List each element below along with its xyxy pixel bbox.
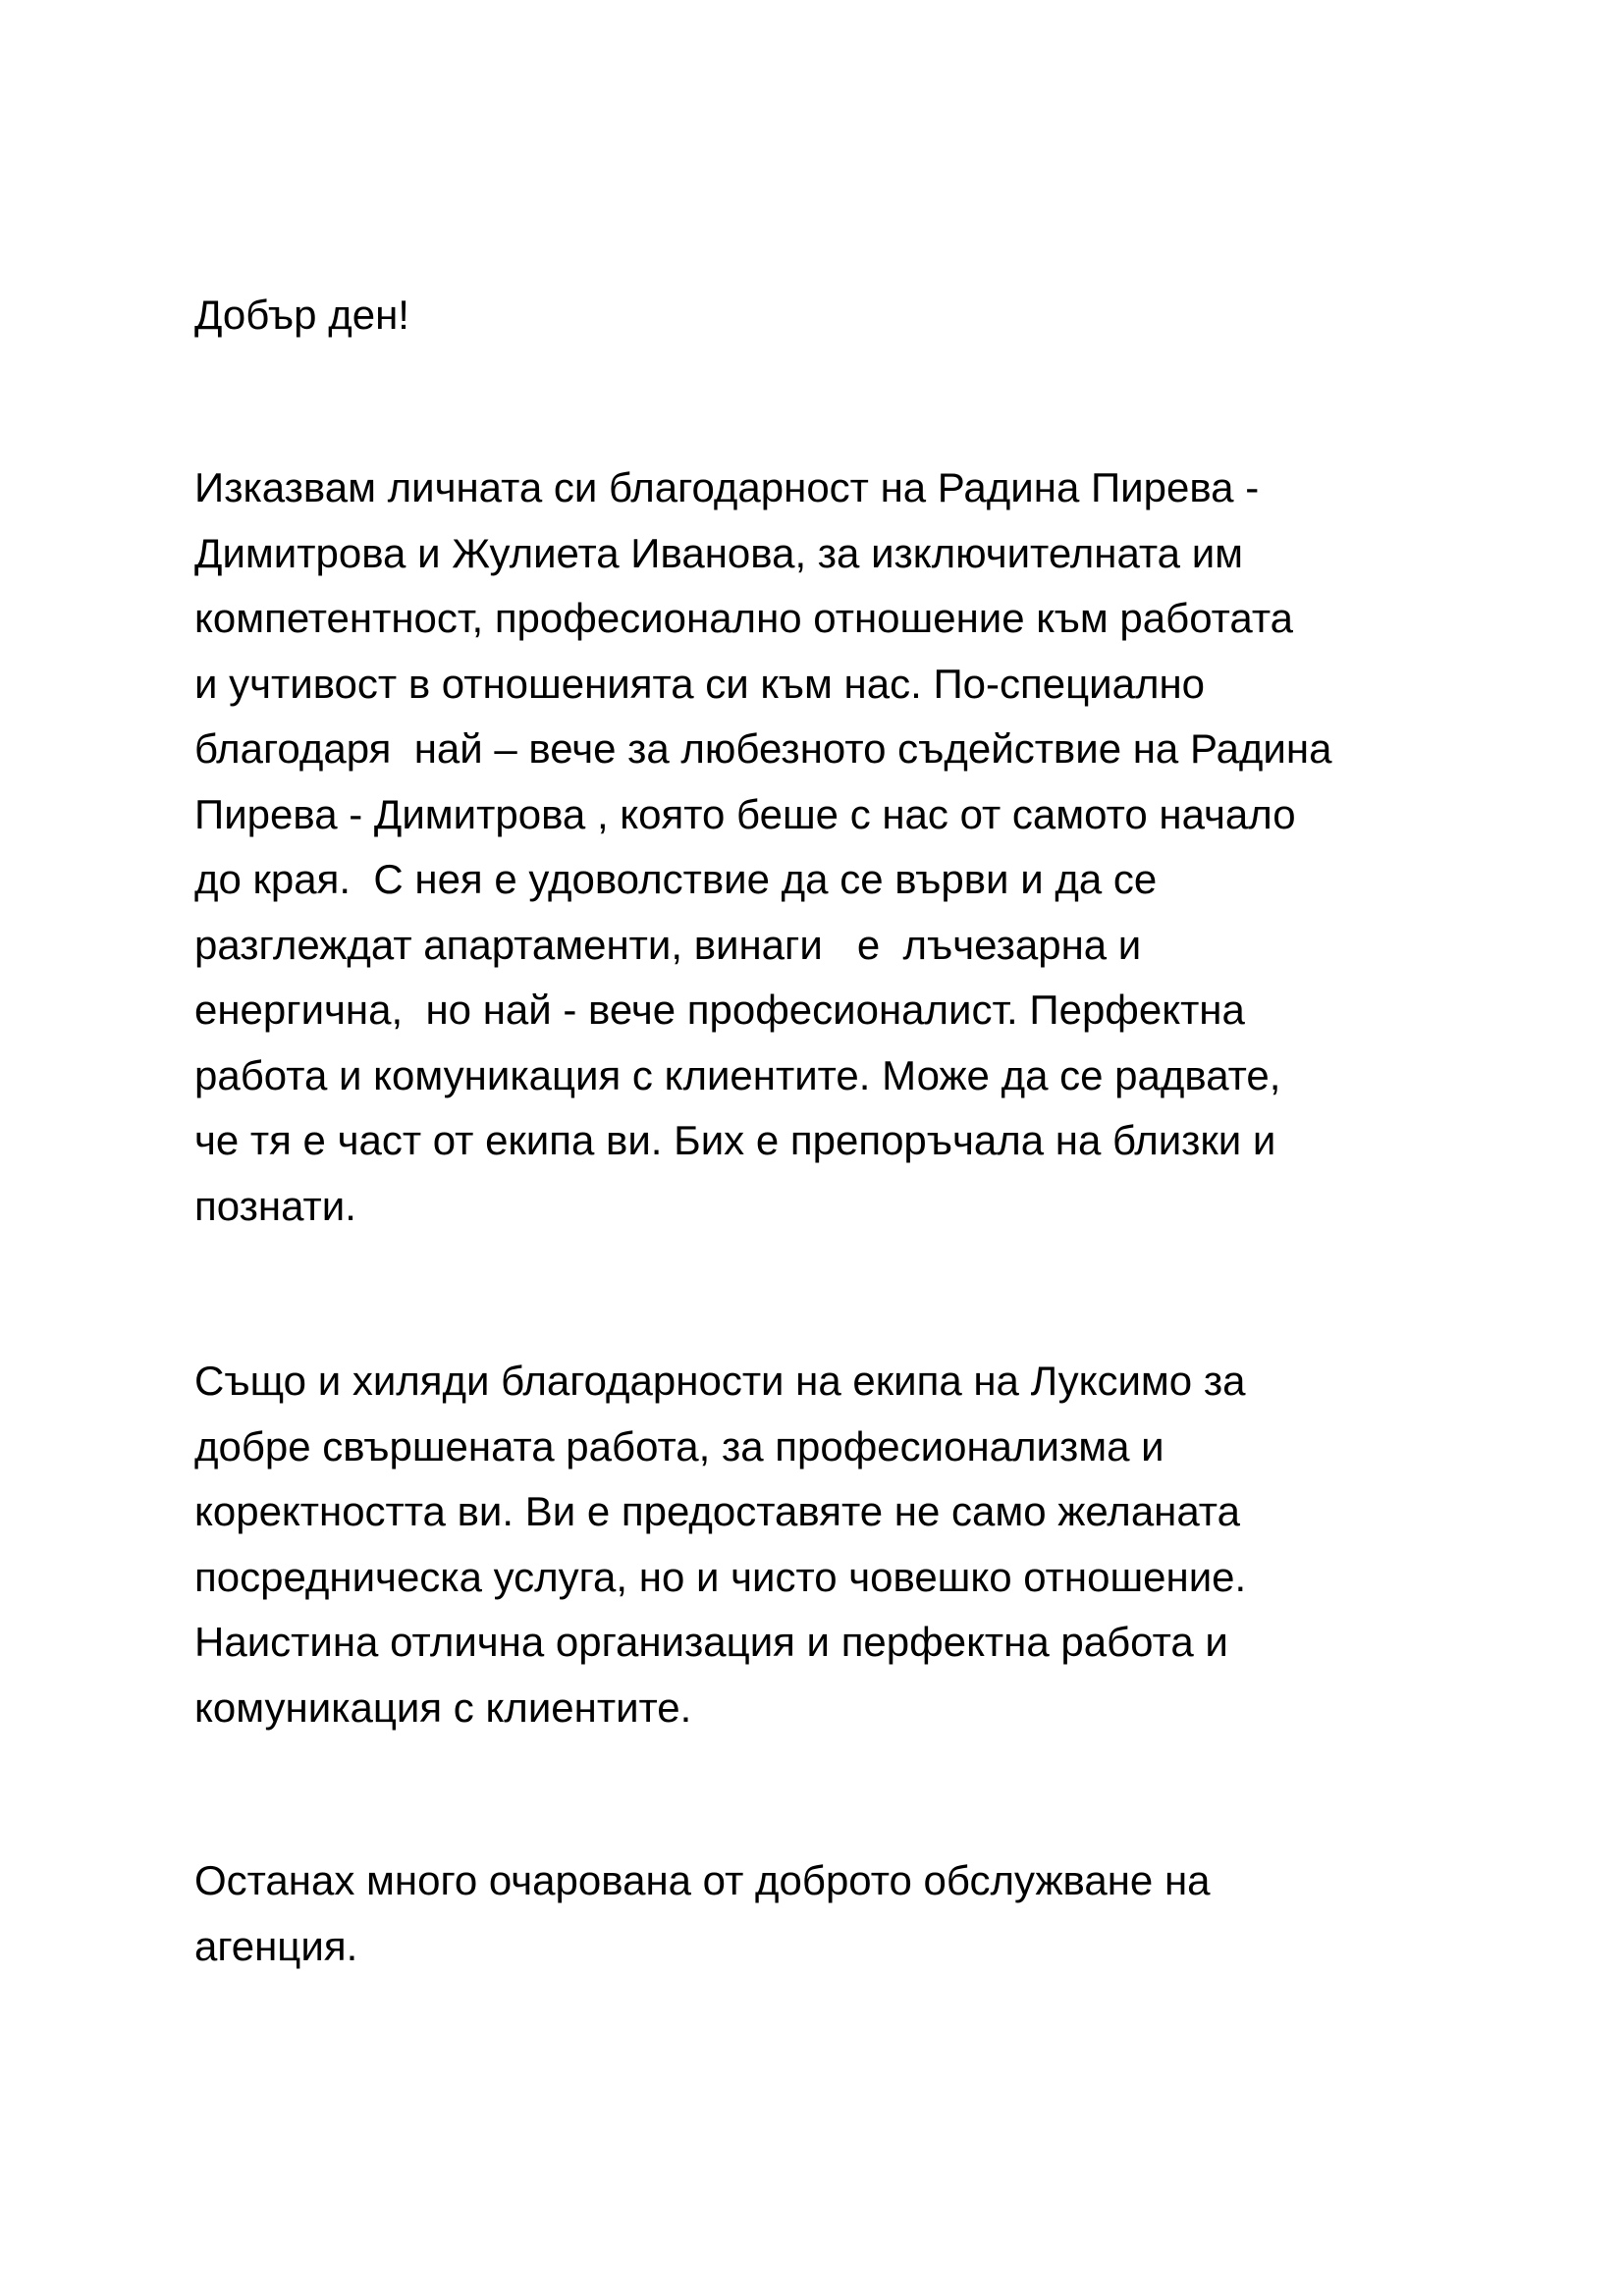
paragraph-closing: Останах много очарована от доброто обслужване на агенция.	[194, 1857, 1211, 1969]
paragraph-gratitude-staff: Изказвам личната си благодарност на Радина Пирева - Димитрова и Жулиета Иванова, за изключителната им компетентност, професионално отношение към работата и учтивост в отношенията си към нас. По-специално благодаря най – вече за любезното съдействие на Радина Пирева - Димитрова , която беше с нас от самото начало до края. С нея е удоволствие да се върви и да се разглеждат апартаменти, винаги е лъчезарна и енергична, но най - вече професионалист. Перфектна работа и комуникация с клиентите. Може да се радвате, че тя е част от екипа ви. Бих е препоръчала на близки и познати.	[194, 464, 1332, 1229]
paragraph-gratitude-team: Също и хиляди благодарности на екипа на Луксимо за добре свършената работа, за професионализма и коректността ви. Ви е предоставяте не само желаната посредническа услуга, но и чисто човешко отношение. Наистина отлична организация и перфектна работа и комуникация с клиентите.	[194, 1358, 1247, 1731]
greeting: Добър ден!	[194, 292, 409, 338]
